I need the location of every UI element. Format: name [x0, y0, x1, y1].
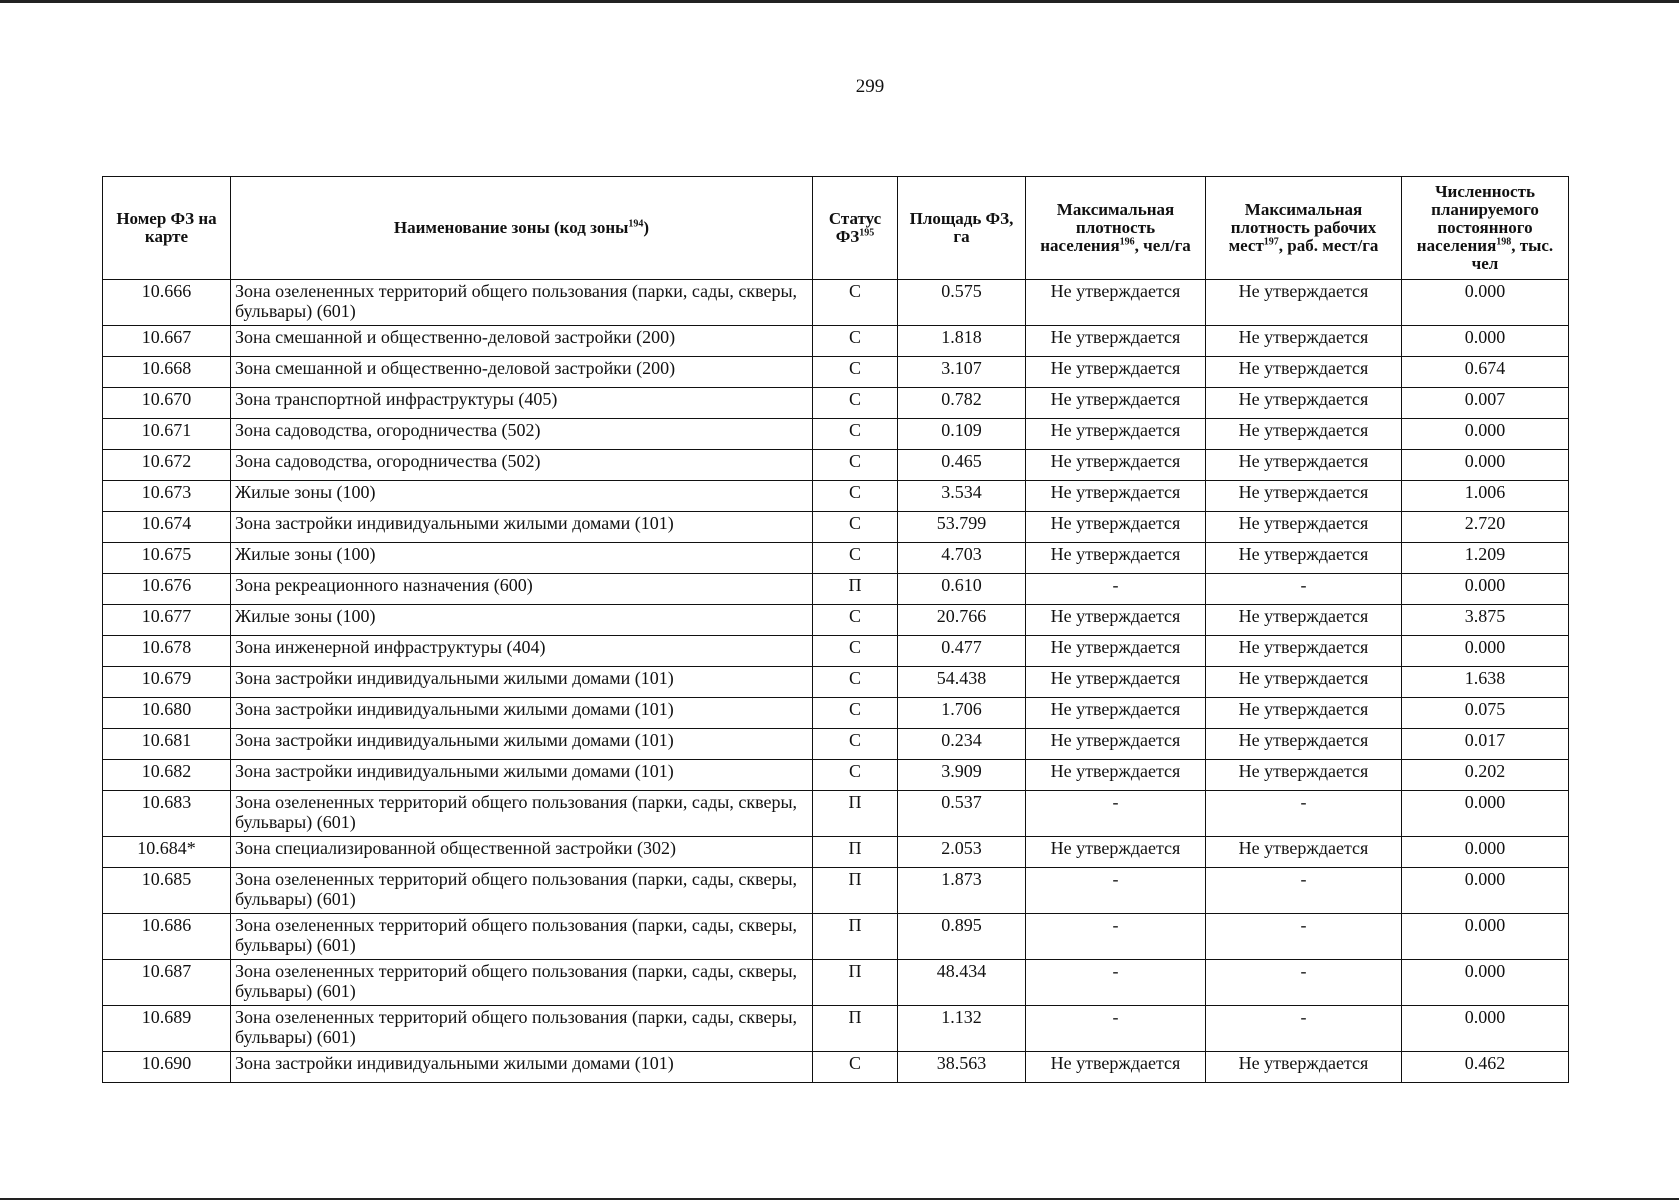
cell-zone-number: 10.690	[103, 1052, 231, 1083]
cell-zone-number: 10.683	[103, 791, 231, 837]
cell-zone-area: 20.766	[898, 605, 1026, 636]
cell-zone-area: 1.873	[898, 868, 1026, 914]
cell-zone-name: Зона застройки индивидуальными жилыми домами (101)	[231, 698, 813, 729]
cell-population-density: Не утверждается	[1026, 326, 1206, 357]
table-row	[103, 698, 1569, 729]
table-row	[103, 791, 1569, 837]
cell-population-density: Не утверждается	[1026, 419, 1206, 450]
cell-zone-area: 3.107	[898, 357, 1026, 388]
table-row	[103, 388, 1569, 419]
cell-population-density: -	[1026, 1006, 1206, 1052]
cell-zone-area: 1.818	[898, 326, 1026, 357]
table-row	[103, 280, 1569, 326]
cell-job-density: Не утверждается	[1206, 667, 1402, 698]
cell-planned-population: 0.000	[1402, 574, 1569, 605]
cell-planned-population: 0.000	[1402, 960, 1569, 1006]
cell-zone-number: 10.680	[103, 698, 231, 729]
cell-planned-population: 0.000	[1402, 868, 1569, 914]
cell-zone-name: Зона застройки индивидуальными жилыми домами (101)	[231, 512, 813, 543]
cell-zone-status: П	[813, 1006, 898, 1052]
header-population-density: Максимальная плотность населения$^{196}$, чел/га	[1026, 177, 1206, 280]
cell-population-density: Не утверждается	[1026, 481, 1206, 512]
cell-zone-number: 10.670	[103, 388, 231, 419]
cell-job-density: Не утверждается	[1206, 481, 1402, 512]
cell-zone-status: П	[813, 868, 898, 914]
cell-planned-population: 0.075	[1402, 698, 1569, 729]
header-zone-name: Наименование зоны (код зоны$^{194}$)	[231, 177, 813, 280]
cell-population-density: -	[1026, 868, 1206, 914]
cell-zone-area: 38.563	[898, 1052, 1026, 1083]
cell-zone-name: Зона застройки индивидуальными жилыми домами (101)	[231, 729, 813, 760]
cell-job-density: Не утверждается	[1206, 698, 1402, 729]
cell-zone-name: Зона смешанной и общественно-деловой застройки (200)	[231, 326, 813, 357]
table-row	[103, 760, 1569, 791]
cell-planned-population: 1.006	[1402, 481, 1569, 512]
cell-zone-name: Зона озелененных территорий общего пользования (парки, сады, скверы, бульвары) (601)	[231, 1006, 813, 1052]
cell-zone-status: С	[813, 636, 898, 667]
cell-job-density: Не утверждается	[1206, 543, 1402, 574]
cell-zone-number: 10.672	[103, 450, 231, 481]
cell-zone-name: Зона озелененных территорий общего пользования (парки, сады, скверы, бульвары) (601)	[231, 791, 813, 837]
table-row	[103, 914, 1569, 960]
table-row	[103, 1052, 1569, 1083]
cell-population-density: Не утверждается	[1026, 837, 1206, 868]
cell-zone-status: П	[813, 914, 898, 960]
cell-zone-status: С	[813, 450, 898, 481]
cell-planned-population: 0.000	[1402, 326, 1569, 357]
cell-zone-area: 0.234	[898, 729, 1026, 760]
cell-planned-population: 0.462	[1402, 1052, 1569, 1083]
cell-zone-number: 10.673	[103, 481, 231, 512]
cell-zone-area: 0.610	[898, 574, 1026, 605]
cell-job-density: -	[1206, 574, 1402, 605]
cell-population-density: -	[1026, 574, 1206, 605]
cell-job-density: Не утверждается	[1206, 326, 1402, 357]
cell-planned-population: 0.000	[1402, 636, 1569, 667]
cell-zone-number: 10.686	[103, 914, 231, 960]
cell-planned-population: 0.000	[1402, 791, 1569, 837]
cell-zone-status: С	[813, 512, 898, 543]
table-row	[103, 450, 1569, 481]
cell-zone-name: Зона садоводства, огородничества (502)	[231, 450, 813, 481]
cell-zone-status: С	[813, 1052, 898, 1083]
cell-population-density: Не утверждается	[1026, 357, 1206, 388]
cell-population-density: Не утверждается	[1026, 512, 1206, 543]
table-row	[103, 837, 1569, 868]
cell-zone-number: 10.674	[103, 512, 231, 543]
cell-zone-area: 0.575	[898, 280, 1026, 326]
cell-job-density: Не утверждается	[1206, 388, 1402, 419]
cell-zone-number: 10.668	[103, 357, 231, 388]
cell-zone-status: С	[813, 357, 898, 388]
header-zone-status: Статус ФЗ$^{195}$	[813, 177, 898, 280]
cell-zone-status: С	[813, 280, 898, 326]
cell-population-density: Не утверждается	[1026, 280, 1206, 326]
cell-zone-name: Жилые зоны (100)	[231, 605, 813, 636]
cell-zone-status: П	[813, 837, 898, 868]
cell-zone-status: С	[813, 543, 898, 574]
cell-planned-population: 0.017	[1402, 729, 1569, 760]
cell-zone-area: 53.799	[898, 512, 1026, 543]
table-row	[103, 543, 1569, 574]
cell-job-density: Не утверждается	[1206, 419, 1402, 450]
cell-zone-name: Зона озелененных территорий общего пользования (парки, сады, скверы, бульвары) (601)	[231, 914, 813, 960]
cell-zone-name: Зона застройки индивидуальными жилыми домами (101)	[231, 760, 813, 791]
cell-zone-status: С	[813, 667, 898, 698]
cell-zone-status: С	[813, 729, 898, 760]
cell-zone-name: Жилые зоны (100)	[231, 481, 813, 512]
cell-zone-status: С	[813, 326, 898, 357]
cell-planned-population: 0.000	[1402, 280, 1569, 326]
cell-zone-status: П	[813, 574, 898, 605]
cell-zone-number: 10.679	[103, 667, 231, 698]
cell-planned-population: 0.007	[1402, 388, 1569, 419]
cell-zone-area: 3.534	[898, 481, 1026, 512]
cell-job-density: -	[1206, 868, 1402, 914]
cell-zone-area: 0.109	[898, 419, 1026, 450]
cell-zone-status: С	[813, 388, 898, 419]
cell-zone-number: 10.685	[103, 868, 231, 914]
cell-job-density: -	[1206, 1006, 1402, 1052]
cell-planned-population: 1.638	[1402, 667, 1569, 698]
cell-zone-number: 10.666	[103, 280, 231, 326]
cell-zone-name: Зона озелененных территорий общего пользования (парки, сады, скверы, бульвары) (601)	[231, 868, 813, 914]
cell-population-density: -	[1026, 960, 1206, 1006]
cell-zone-number: 10.667	[103, 326, 231, 357]
table-row	[103, 481, 1569, 512]
cell-zone-area: 1.706	[898, 698, 1026, 729]
cell-zone-number: 10.689	[103, 1006, 231, 1052]
cell-zone-number: 10.676	[103, 574, 231, 605]
table-row	[103, 667, 1569, 698]
cell-zone-name: Зона транспортной инфраструктуры (405)	[231, 388, 813, 419]
cell-job-density: -	[1206, 914, 1402, 960]
header-planned-population: Численность планируемого постоянного населения$^{198}$, тыс. чел	[1402, 177, 1569, 280]
cell-planned-population: 0.000	[1402, 837, 1569, 868]
table-row	[103, 1006, 1569, 1052]
cell-zone-name: Зона специализированной общественной застройки (302)	[231, 837, 813, 868]
table-row	[103, 512, 1569, 543]
cell-zone-name: Зона смешанной и общественно-деловой застройки (200)	[231, 357, 813, 388]
cell-zone-status: С	[813, 605, 898, 636]
cell-zone-status: С	[813, 419, 898, 450]
table-row	[103, 960, 1569, 1006]
table-row	[103, 729, 1569, 760]
cell-zone-number: 10.678	[103, 636, 231, 667]
cell-zone-number: 10.675	[103, 543, 231, 574]
cell-planned-population: 0.000	[1402, 419, 1569, 450]
cell-zone-area: 0.895	[898, 914, 1026, 960]
cell-zone-name: Зона озелененных территорий общего пользования (парки, сады, скверы, бульвары) (601)	[231, 960, 813, 1006]
cell-population-density: Не утверждается	[1026, 605, 1206, 636]
cell-population-density: Не утверждается	[1026, 760, 1206, 791]
cell-zone-area: 4.703	[898, 543, 1026, 574]
table-row	[103, 574, 1569, 605]
cell-zone-number: 10.677	[103, 605, 231, 636]
cell-population-density: -	[1026, 791, 1206, 837]
table-row	[103, 868, 1569, 914]
cell-population-density: Не утверждается	[1026, 388, 1206, 419]
page-top-edge	[0, 0, 1679, 3]
cell-planned-population: 0.000	[1402, 450, 1569, 481]
cell-population-density: Не утверждается	[1026, 543, 1206, 574]
header-zone-number: Номер ФЗ на карте	[103, 177, 231, 280]
cell-population-density: Не утверждается	[1026, 667, 1206, 698]
cell-planned-population: 1.209	[1402, 543, 1569, 574]
cell-job-density: Не утверждается	[1206, 605, 1402, 636]
cell-job-density: Не утверждается	[1206, 760, 1402, 791]
cell-zone-number: 10.682	[103, 760, 231, 791]
cell-planned-population: 2.720	[1402, 512, 1569, 543]
cell-job-density: Не утверждается	[1206, 729, 1402, 760]
cell-planned-population: 3.875	[1402, 605, 1569, 636]
cell-zone-name: Зона садоводства, огородничества (502)	[231, 419, 813, 450]
cell-zone-area: 0.537	[898, 791, 1026, 837]
cell-zone-number: 10.681	[103, 729, 231, 760]
cell-population-density: Не утверждается	[1026, 450, 1206, 481]
cell-zone-status: П	[813, 791, 898, 837]
cell-zone-number: 10.684*	[103, 837, 231, 868]
cell-zone-name: Зона инженерной инфраструктуры (404)	[231, 636, 813, 667]
cell-job-density: Не утверждается	[1206, 837, 1402, 868]
cell-job-density: Не утверждается	[1206, 1052, 1402, 1083]
cell-planned-population: 0.674	[1402, 357, 1569, 388]
page-number: 299	[855, 76, 885, 97]
cell-population-density: Не утверждается	[1026, 636, 1206, 667]
cell-zone-name: Зона застройки индивидуальными жилыми домами (101)	[231, 1052, 813, 1083]
cell-population-density: Не утверждается	[1026, 1052, 1206, 1083]
cell-job-density: Не утверждается	[1206, 280, 1402, 326]
cell-zone-number: 10.671	[103, 419, 231, 450]
cell-job-density: Не утверждается	[1206, 450, 1402, 481]
table-row	[103, 326, 1569, 357]
cell-job-density: -	[1206, 960, 1402, 1006]
cell-zone-area: 3.909	[898, 760, 1026, 791]
cell-zone-area: 0.477	[898, 636, 1026, 667]
cell-zone-area: 54.438	[898, 667, 1026, 698]
cell-zone-status: С	[813, 760, 898, 791]
header-zone-area: Площадь ФЗ, га	[898, 177, 1026, 280]
table-header-row	[103, 177, 1569, 280]
cell-zone-area: 0.782	[898, 388, 1026, 419]
cell-planned-population: 0.202	[1402, 760, 1569, 791]
cell-zone-name: Зона рекреационного назначения (600)	[231, 574, 813, 605]
cell-zone-status: С	[813, 481, 898, 512]
cell-zone-area: 48.434	[898, 960, 1026, 1006]
cell-zone-area: 1.132	[898, 1006, 1026, 1052]
cell-zone-area: 0.465	[898, 450, 1026, 481]
cell-zone-name: Жилые зоны (100)	[231, 543, 813, 574]
cell-zone-name: Зона застройки индивидуальными жилыми домами (101)	[231, 667, 813, 698]
cell-job-density: Не утверждается	[1206, 357, 1402, 388]
cell-planned-population: 0.000	[1402, 1006, 1569, 1052]
cell-zone-area: 2.053	[898, 837, 1026, 868]
zones-table	[102, 176, 1569, 1083]
table-row	[103, 419, 1569, 450]
cell-zone-name: Зона озелененных территорий общего пользования (парки, сады, скверы, бульвары) (601)	[231, 280, 813, 326]
table-row	[103, 636, 1569, 667]
table-row	[103, 357, 1569, 388]
cell-planned-population: 0.000	[1402, 914, 1569, 960]
cell-job-density: Не утверждается	[1206, 512, 1402, 543]
cell-job-density: -	[1206, 791, 1402, 837]
cell-zone-number: 10.687	[103, 960, 231, 1006]
table-body	[103, 280, 1569, 1083]
table-row	[103, 605, 1569, 636]
cell-population-density: -	[1026, 914, 1206, 960]
cell-population-density: Не утверждается	[1026, 698, 1206, 729]
cell-zone-status: С	[813, 698, 898, 729]
cell-population-density: Не утверждается	[1026, 729, 1206, 760]
cell-zone-status: П	[813, 960, 898, 1006]
cell-job-density: Не утверждается	[1206, 636, 1402, 667]
header-job-density: Максимальная плотность рабочих мест$^{197}$, раб. мест/га	[1206, 177, 1402, 280]
